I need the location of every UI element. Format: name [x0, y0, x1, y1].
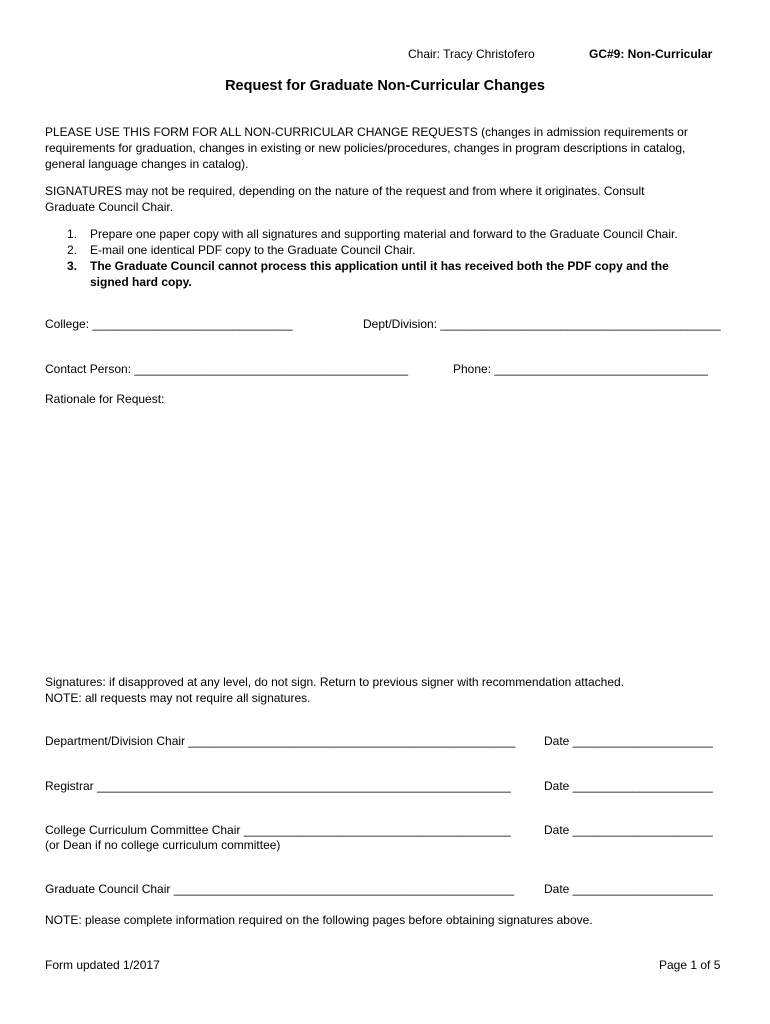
signatures-requirement-line: SIGNATURES may not be required, depending on the nature of the request and from where it originates. Consult: [45, 184, 645, 198]
grad-council-signature-field[interactable]: Graduate Council Chair ___________________________________________________: [45, 882, 515, 896]
signatures-requirement-line: Graduate Council Chair.: [45, 200, 174, 214]
signatures-instruction-line: Signatures: if disapproved at any level, do not sign. Return to previous signer with recommendation attached.: [45, 675, 624, 689]
registrar-date-field[interactable]: Date _____________________: [544, 779, 713, 793]
college-field[interactable]: College: ______________________________: [45, 317, 293, 331]
dept-division-field[interactable]: Dept/Division: __________________________________________: [363, 317, 721, 331]
grad-council-date-field[interactable]: Date _____________________: [544, 882, 713, 896]
instruction-text: Prepare one paper copy with all signatures and supporting material and forward to the Graduate Council Chair.: [90, 227, 678, 241]
dept-chair-date-field[interactable]: Date _____________________: [544, 734, 713, 748]
intro-paragraph: [45, 124, 735, 172]
bottom-note: NOTE: please complete information required on the following pages before obtaining signatures above.: [45, 913, 593, 927]
instruction-text-continued: signed hard copy.: [90, 275, 192, 289]
college-committee-signature-field[interactable]: College Curriculum Committee Chair ________________________________________: [45, 823, 511, 837]
instruction-number: 1.: [67, 227, 78, 241]
page-title: Request for Graduate Non-Curricular Changes: [225, 78, 545, 94]
instruction-text: E-mail one identical PDF copy to the Graduate Council Chair.: [90, 243, 416, 257]
contact-person-field[interactable]: Contact Person: _________________________________________: [45, 362, 409, 376]
instruction-number: 3.: [67, 259, 78, 273]
instruction-item: [45, 242, 678, 258]
registrar-signature-field[interactable]: Registrar ______________________________________________________________: [45, 779, 511, 793]
intro-line: PLEASE USE THIS FORM FOR ALL NON-CURRICULAR CHANGE REQUESTS (changes in admission requirements or: [45, 125, 688, 139]
instruction-item: [45, 258, 678, 290]
instruction-number: 2.: [67, 243, 78, 257]
form-updated-footer: Form updated 1/2017: [45, 958, 160, 972]
intro-line: requirements for graduation, changes in existing or new policies/procedures, changes in program descriptions in catalog,: [45, 141, 686, 155]
signatures-instructions: [45, 674, 735, 706]
instructions-list: [45, 226, 678, 290]
dept-chair-signature-field[interactable]: Department/Division Chair _________________________________________________: [45, 734, 516, 748]
form-code: GC#9: Non-Curricular: [589, 47, 713, 61]
rationale-area[interactable]: [45, 410, 725, 665]
intro-line: general language changes in catalog).: [45, 157, 249, 171]
instruction-text: The Graduate Council cannot process this application until it has received both the PDF copy and the: [90, 259, 669, 273]
college-committee-date-field[interactable]: Date _____________________: [544, 823, 713, 837]
signatures-instruction-line: NOTE: all requests may not require all signatures.: [45, 691, 311, 705]
college-committee-subnote: (or Dean if no college curriculum committee): [45, 838, 281, 852]
signatures-requirement-paragraph: [45, 183, 735, 215]
rationale-label: Rationale for Request:: [45, 392, 165, 406]
instruction-item: [45, 226, 678, 242]
phone-field[interactable]: Phone: ________________________________: [453, 362, 708, 376]
page-number: Page 1 of 5: [659, 958, 721, 972]
chair-name: Chair: Tracy Christofero: [408, 47, 535, 61]
